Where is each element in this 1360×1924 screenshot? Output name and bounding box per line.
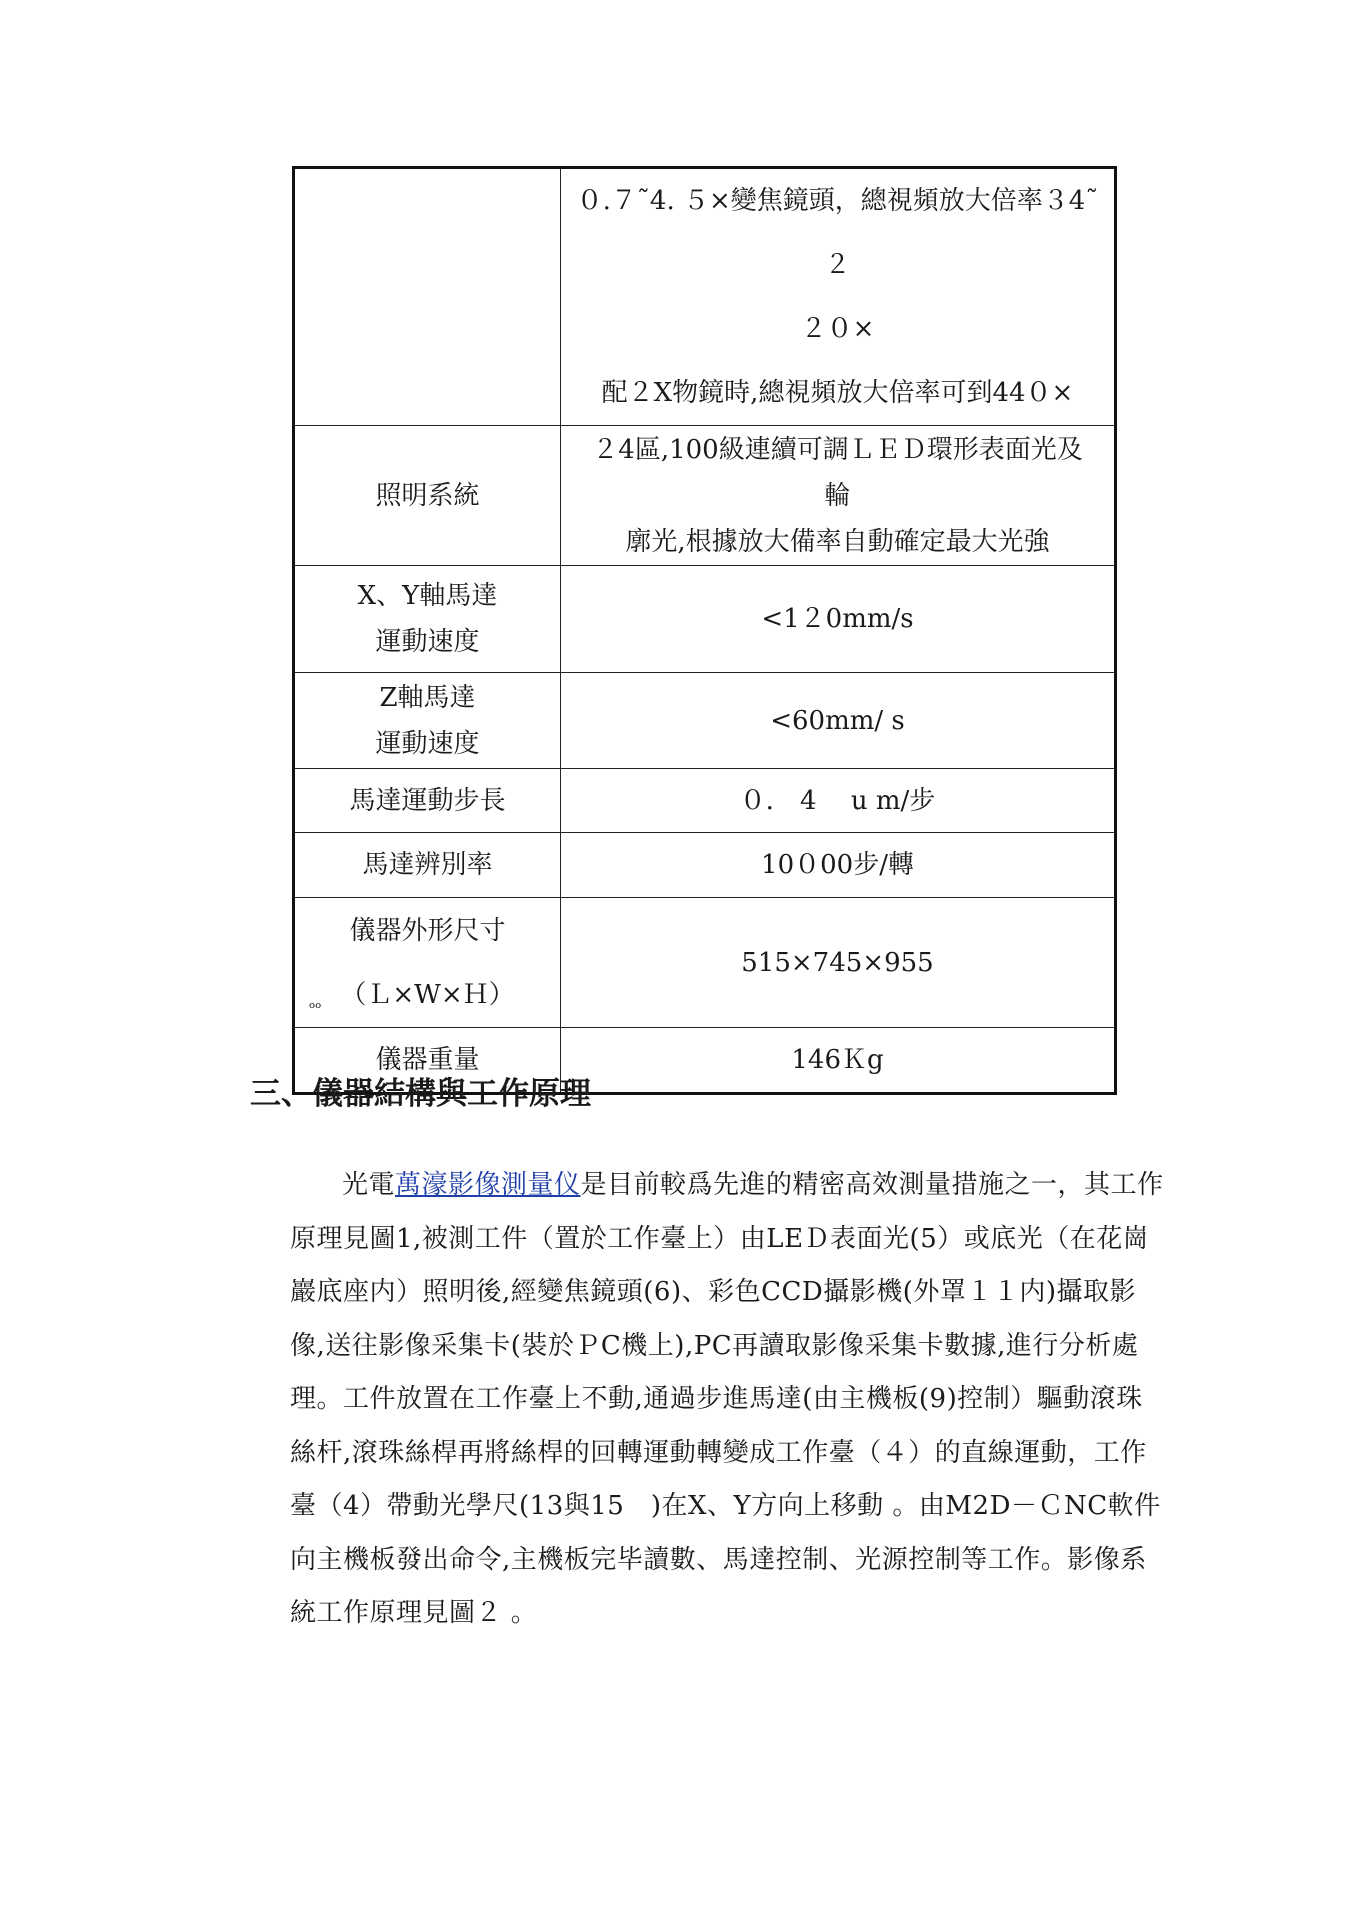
spec-value-line: ０.７˜4. ５×變焦鏡頭，總視頻放大倍率３4˜２ (576, 186, 1099, 280)
spec-label: 運動速度 (375, 627, 480, 657)
spec-value-cell (561, 1028, 1116, 1094)
table-row (294, 769, 1116, 833)
spec-value-cell (561, 769, 1116, 833)
paragraph-text: 光電 (342, 1170, 396, 1200)
section-heading: 三、儀器結構與工作原理 (250, 1076, 591, 1112)
spec-label: （Ｌ×W×Ｈ） (340, 979, 515, 1010)
spec-label-cell (294, 833, 561, 898)
spec-value-cell (561, 673, 1116, 769)
section-paragraph (290, 1159, 1164, 1641)
stray-mark: ₒₒ (309, 993, 322, 1012)
spec-value-line: ２4區,100級連續可調ＬＥＤ環形表面光及 (592, 434, 1083, 465)
spec-value-line: 配２X物鏡時,總視頻放大倍率可到44０× (601, 378, 1074, 408)
spec-label: Z軸馬達 (379, 682, 476, 713)
spec-value-line: 515×745×955 (741, 947, 934, 978)
spec-value-line: <1２0mm/s (761, 604, 914, 634)
spec-value-line: 10０00步/轉 (761, 850, 914, 880)
spec-value-line: 輪 (824, 480, 851, 511)
spec-value-line: 廓光,根據放大備率自動確定最大光強 (625, 526, 1050, 557)
spec-value-cell (561, 833, 1116, 898)
spec-label: 馬達辨別率 (362, 850, 493, 880)
table-row (294, 566, 1116, 673)
spec-label: 儀器外形尺寸 (349, 915, 506, 946)
table-row (294, 168, 1116, 426)
spec-label-cell (294, 168, 561, 426)
spec-label-cell (294, 898, 561, 1028)
spec-value-cell (561, 168, 1116, 426)
spec-label: 儀器重量 (375, 1045, 480, 1075)
table-row (294, 898, 1116, 1028)
table-row (294, 673, 1116, 769)
paragraph-text: 是目前較爲先進的精密高效測量措施之一，其工作原理見圖1,被測工件（置於工作臺上）由LEＤ表面光(5）或底光（在花崗巖底座内）照明後,經變焦鏡頭(6)、彩色CCD攝影機(外罩１１内)攝取影像,送往影像采集卡(裝於ＰC機上),PC再讀取影像采集卡數據,進行分析處理。工件放置在工作臺上不動,通過步進馬達(由主機板(9)控制）驅動滾珠絲杆,滾珠絲桿再將絲桿的回轉運動轉變成工作臺（４）的直線運動，工作臺（4）帶動光學尺(13與15 )在X、Y方向上移動 。由M2D－ＣNC軟件向主機板發出命令,主機板完毕讀數、馬達控制、光源控制等工作。影像系統工作原理見圖２ 。 (290, 1170, 1164, 1628)
spec-label: 馬達運動步長 (349, 785, 506, 816)
spec-label-cell (294, 769, 561, 833)
spec-label: 照明系統 (375, 480, 480, 511)
spec-value-cell (561, 566, 1116, 673)
table-row (294, 426, 1116, 566)
spec-label-cell (294, 566, 561, 673)
spec-value-line: ０． 4 u m/步 (739, 785, 936, 816)
spec-label-cell (294, 426, 561, 566)
table-row (294, 833, 1116, 898)
spec-label-cell (294, 673, 561, 769)
spec-value-cell (561, 898, 1116, 1028)
spec-value-line: ２０× (800, 314, 875, 344)
spec-label: X、Y軸馬達 (357, 581, 498, 611)
spec-value-line: <60mm/ s (770, 705, 905, 736)
spec-table (292, 166, 1117, 1095)
spec-value-line: 146Ｋg (791, 1045, 884, 1075)
product-link[interactable]: 萬濠影像測量仪 (395, 1170, 581, 1200)
spec-label: 運動速度 (375, 728, 480, 759)
spec-value-cell (561, 426, 1116, 566)
